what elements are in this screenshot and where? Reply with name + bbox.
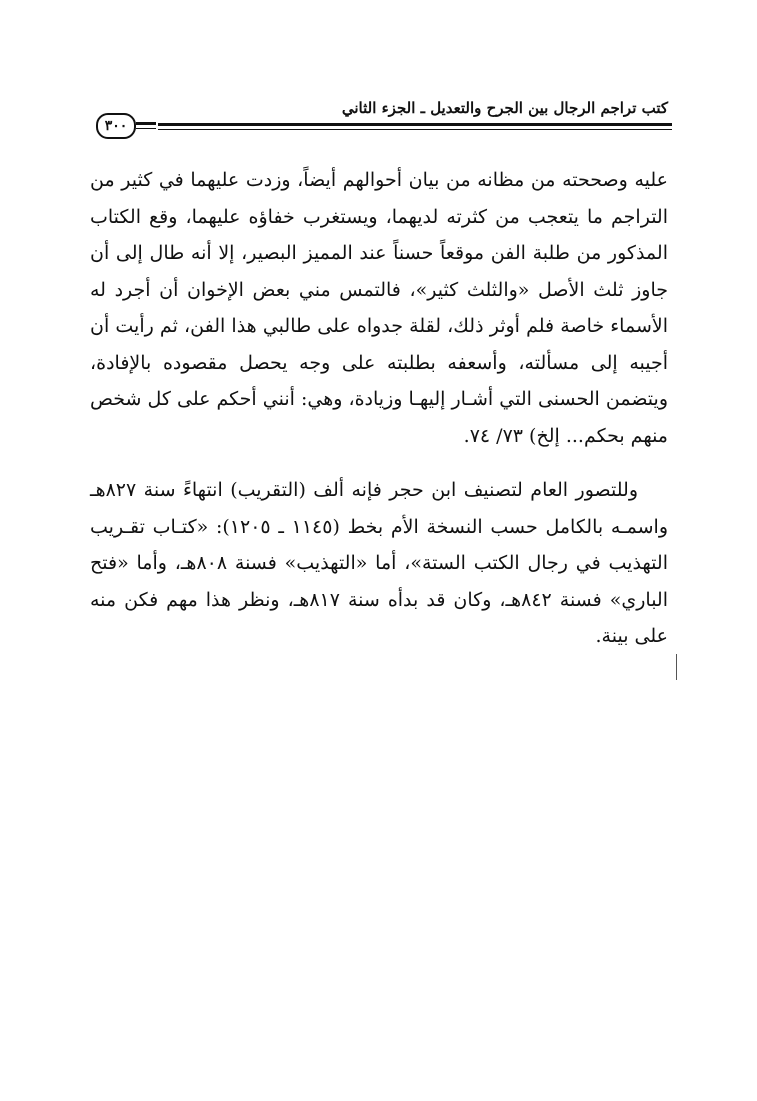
paragraph-2: وللتصور العام لتصنيف ابن حجر فإنه ألف (التقريب) انتهاءً سنة ٨٢٧هـ واسمـه بالكامل حسب النسخة الأم بخط (١١٤٥ ـ ١٢٠٥): «كتـاب تقـريب التهذيب في رجال الكتب الستة»، أما «التهذيب» فسنة ٨٠٨هـ، وأما «فتح الباري» فسنة ٨٤٢هـ، وكان قد بدأه سنة ٨١٧هـ، ونظر هذا مهم فكن منه على بينة. xyxy=(90,479,668,647)
running-header xyxy=(86,97,672,143)
page-number-rule xyxy=(136,122,156,125)
page-number-container xyxy=(86,113,158,139)
margin-mark xyxy=(676,654,677,680)
header-title: كتب تراجم الرجال بين الجرح والتعديل ـ الجزء الثاني xyxy=(341,99,668,117)
body-text xyxy=(90,162,668,655)
paragraph-1: عليه وصححته من مظانه من بيان أحوالهم أيضاً، وزدت عليهما في كثير من التراجم ما يتعجب من كثرته لديهما، ويستغرب خفاؤه عليهما، وقع الكتاب المذكور من طلبة الفن موقعاً حسناً عند المميز البصير، إلا أنه طال إلى أن جاوز ثلث الأصل «والثلث كثير»، فالتمس مني بعض الإخوان أن أجرد له الأسماء خاصة فلم أوثر ذلك، لقلة جدواه على طالبي هذا الفن، ثم رأيت أن أجيبه إلى مسألته، وأسعفه بطلبته على وجه يحصل مقصوده بالإفادة، ويتضمن الحسنى التي أشـار إليهـا وزيادة، وهي: أنني أحكم على كل شخص منهم بحكم... إلخ) ٧٣/ ٧٤. xyxy=(90,169,668,447)
header-rule xyxy=(86,123,672,126)
page-number-rule-thin xyxy=(136,128,156,129)
page-number: ٣٠٠ xyxy=(96,113,136,139)
header-rule-thin xyxy=(86,129,672,130)
